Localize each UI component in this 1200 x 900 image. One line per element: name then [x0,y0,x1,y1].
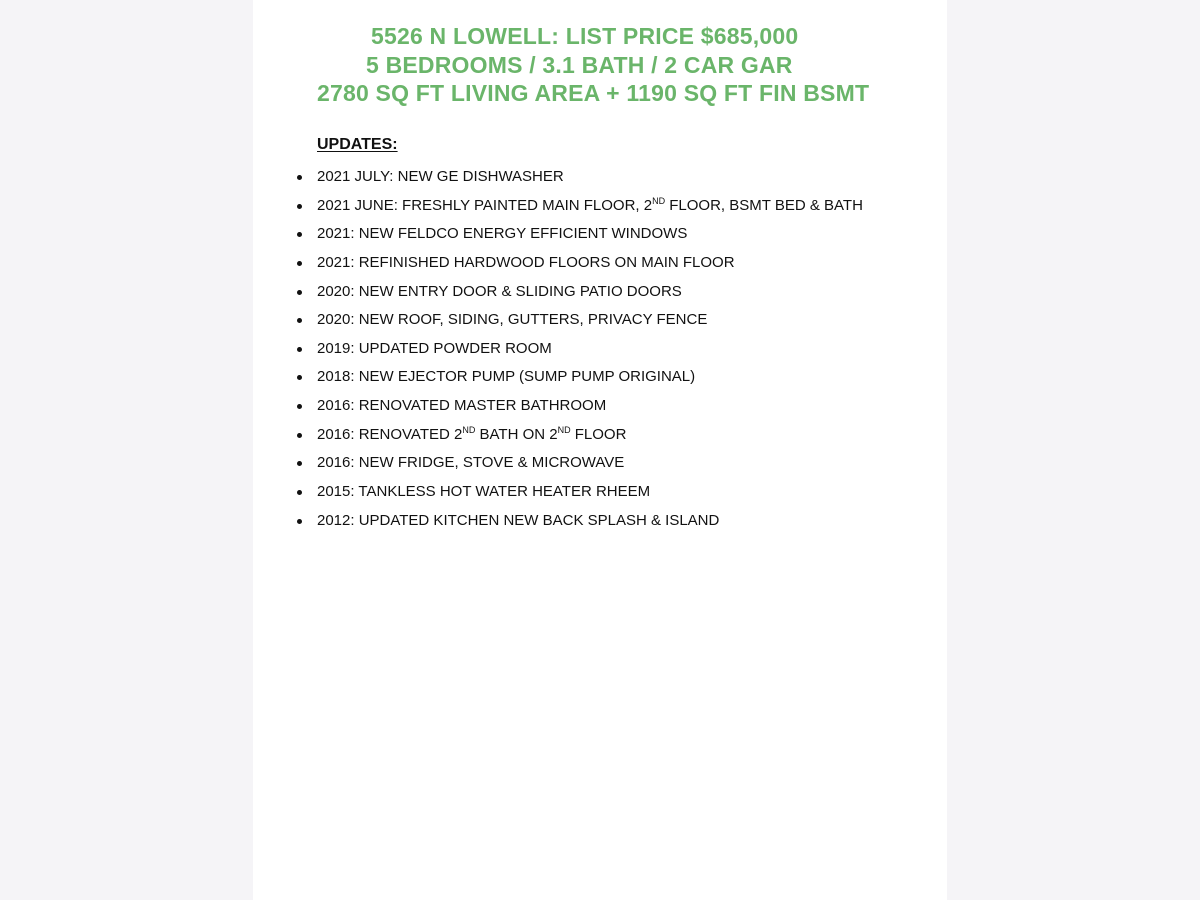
bullet-icon [297,490,302,495]
list-item: 2020: NEW ROOF, SIDING, GUTTERS, PRIVACY FENCE [253,309,947,338]
listing-heading [253,22,947,108]
list-item: 2016: RENOVATED 2ND BATH ON 2ND FLOOR [253,424,947,453]
bullet-icon [297,261,302,266]
list-item: 2018: NEW EJECTOR PUMP (SUMP PUMP ORIGINAL) [253,366,947,395]
list-item: 2016: NEW FRIDGE, STOVE & MICROWAVE [253,452,947,481]
list-item: 2021: NEW FELDCO ENERGY EFFICIENT WINDOWS [253,223,947,252]
document-page [253,0,947,900]
updates-list [253,166,947,538]
list-item: 2016: RENOVATED MASTER BATHROOM [253,395,947,424]
list-item: 2021 JUNE: FRESHLY PAINTED MAIN FLOOR, 2ND FLOOR, BSMT BED & BATH [253,195,947,224]
bullet-icon [297,433,302,438]
bullet-icon [297,290,302,295]
list-item: 2012: UPDATED KITCHEN NEW BACK SPLASH & ISLAND [253,510,947,539]
list-item: 2021: REFINISHED HARDWOOD FLOORS ON MAIN FLOOR [253,252,947,281]
bullet-icon [297,375,302,380]
list-item: 2020: NEW ENTRY DOOR & SLIDING PATIO DOORS [253,281,947,310]
bullet-icon [297,519,302,524]
updates-title: UPDATES: [317,136,398,153]
bullet-icon [297,204,302,209]
bullet-icon [297,347,302,352]
bullet-icon [297,175,302,180]
heading-line-price: 5526 N LOWELL: LIST PRICE $685,000 [371,23,799,49]
bullet-icon [297,404,302,409]
bullet-icon [297,232,302,237]
heading-line-area: 2780 SQ FT LIVING AREA + 1190 SQ FT FIN BSMT [317,80,870,106]
list-item: 2021 JULY: NEW GE DISHWASHER [253,166,947,195]
list-item: 2019: UPDATED POWDER ROOM [253,338,947,367]
list-item: 2015: TANKLESS HOT WATER HEATER RHEEM [253,481,947,510]
bullet-icon [297,461,302,466]
heading-line-rooms: 5 BEDROOMS / 3.1 BATH / 2 CAR GAR [366,51,793,78]
bullet-icon [297,318,302,323]
